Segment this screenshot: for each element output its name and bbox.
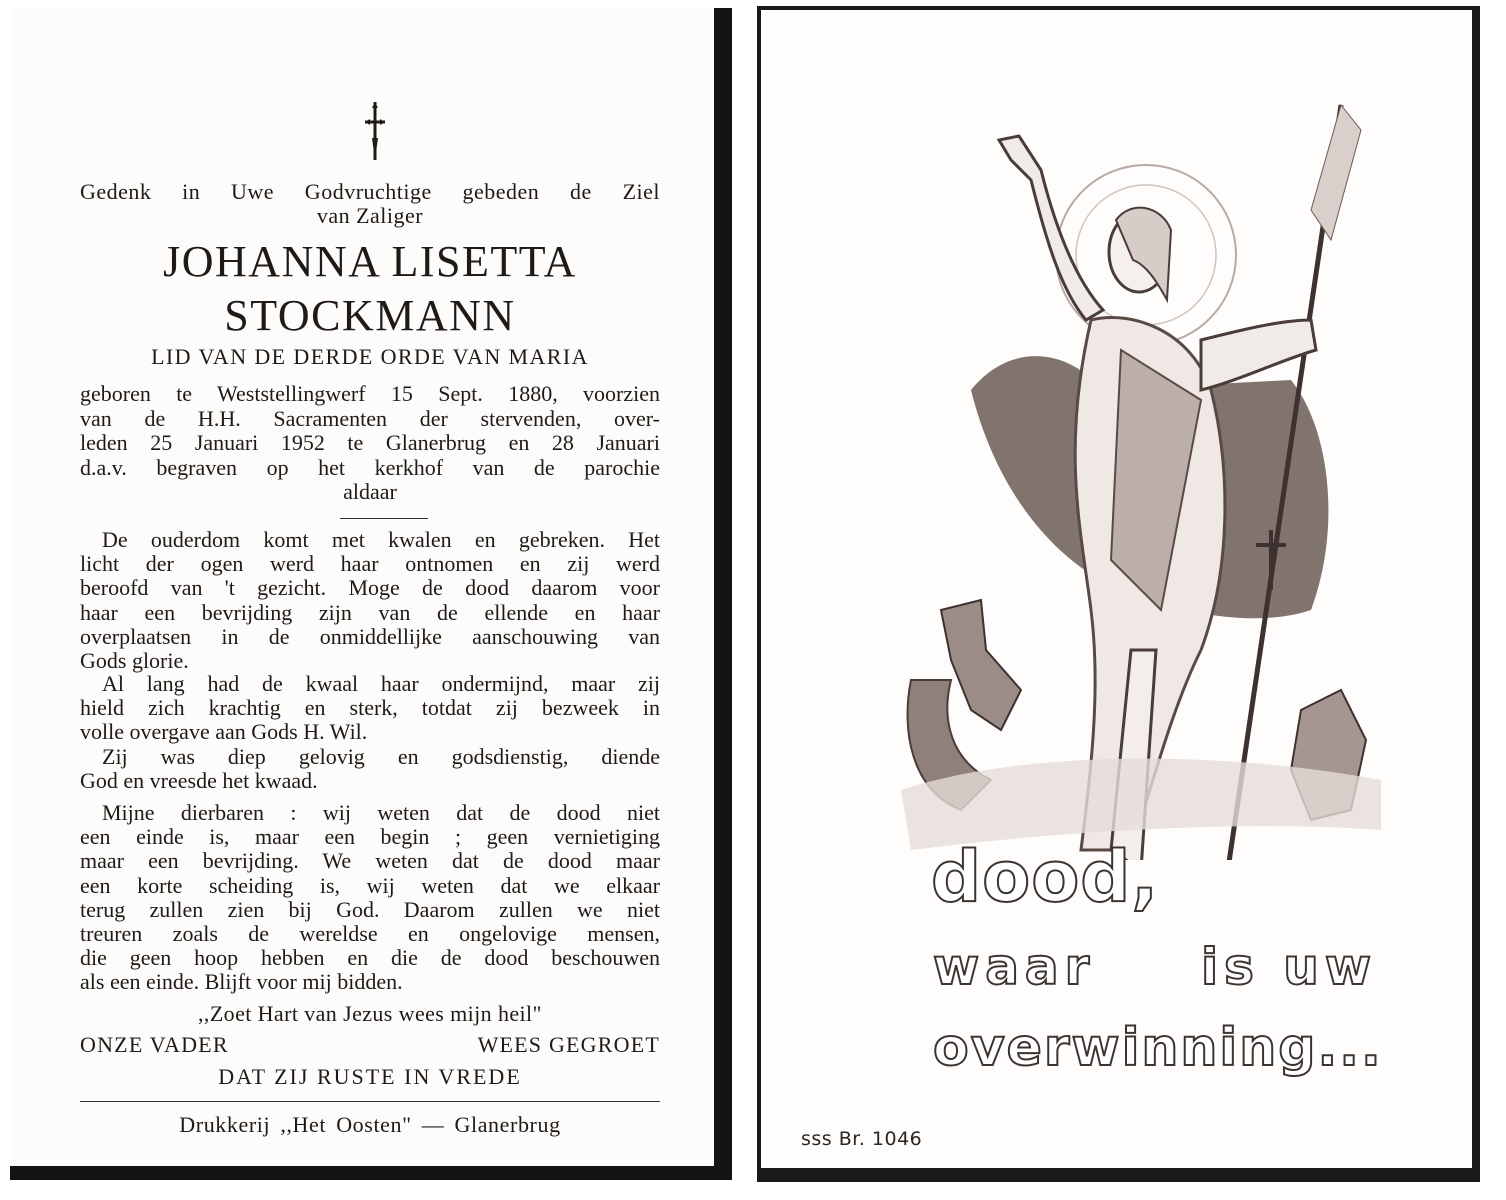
slogan-line-2a: waar [933,938,1096,996]
slogan-line-1: dood, [931,836,1159,918]
intro-line-2: van Zaliger [316,203,424,228]
divider [340,518,428,519]
paragraph-line: God en vreesde het kwaad. [80,768,318,794]
paragraph-line: een einde is, maar een begin ; geen vernietiging [80,824,660,850]
memorial-card-image-side [757,6,1480,1182]
paragraph-line: die geen hoop hebben en die de dood beschouwen [80,945,660,971]
bio-line: aldaar [343,479,397,504]
prayer-quote: ,,Zoet Hart van Jezus wees mijn heil" [198,1001,542,1026]
paragraph-line: haar een bevrijding zijn van de ellende en haar [80,599,660,625]
prayers-row [80,1032,660,1058]
prayer-our-father: ONZE VADER [80,1032,229,1057]
paragraph-2 [80,672,660,745]
paragraph-line: als een einde. Blijft voor mij bidden. [80,969,403,995]
paragraph-line: Gods glorie. [80,648,189,674]
rest-in-peace: DAT ZIJ RUSTE IN VREDE [218,1064,522,1089]
risen-christ-illustration [871,90,1391,860]
intro-line-1: Gedenk in Uwe Godvruchtige gebeden de Ziel [80,179,660,204]
paragraph-line: beroofd van 't gezicht. Moge de dood daarom voor [80,575,660,601]
paragraph-line: een korte scheiding is, wij weten dat we elkaar [80,872,660,898]
paragraph-line: terug zullen zien bij God. Daarom zullen we niet [80,896,660,922]
paragraph-line: Mijne dierbaren : wij weten dat de dood niet [102,800,660,825]
paragraph-line: De ouderdom komt met kwalen en gebreken. Het [102,527,660,552]
prayer-hail-mary: WEES GEGROET [477,1032,660,1057]
memorial-card-text-side [10,8,732,1180]
bio-line: van de H.H. Sacramenten der stervenden, over- [80,405,660,431]
paragraph-1 [80,528,660,673]
bio-line: leden 25 Januari 1952 te Glanerbrug en 28 Januari [80,430,660,455]
paragraph-line: Zij was diep gelovig en godsdienstig, diende [102,744,660,769]
paragraph-line: overplaatsen in de onmiddellijke aanschouwing van [80,623,660,649]
footer-divider [80,1101,660,1102]
printer-credit: Drukkerij ,,Het Oosten" — Glanerbrug [179,1112,561,1137]
deceased-surname: STOCKMANN [224,291,516,340]
paragraph-line: volle overgave aan Gods H. Wil. [80,719,368,745]
slogan-line-2b: is uw [1201,938,1378,996]
paragraph-line: Al lang had de kwaal haar ondermijnd, maar zij [102,671,660,696]
paragraph-line: hield zich krachtig en sterk, totdat zij bezweek in [80,695,660,721]
paragraph-line: treuren zoals de wereldse en ongelovige mensen, [80,921,660,947]
deceased-first-names: JOHANNA LISETTA [163,237,577,286]
bio-line: d.a.v. begraven op het kerkhof van de parochie [80,454,660,480]
paragraph-line: maar een bevrijding. We weten dat de dood maar [80,848,660,874]
cross-icon [362,100,388,162]
biography [80,382,660,505]
paragraph-4 [80,801,660,995]
paragraph-line: licht der ogen werd haar ontnomen en zij werd [80,551,660,577]
bio-line: geboren te Weststellingwerf 15 Sept. 1880, voorzien [80,381,660,406]
intro-text [80,180,660,228]
religious-order: LID VAN DE DERDE ORDE VAN MARIA [151,344,589,369]
slogan-line-3: overwinning... [933,1018,1383,1078]
paragraph-3 [80,745,660,793]
catalog-number: sss Br. 1046 [801,1128,923,1150]
